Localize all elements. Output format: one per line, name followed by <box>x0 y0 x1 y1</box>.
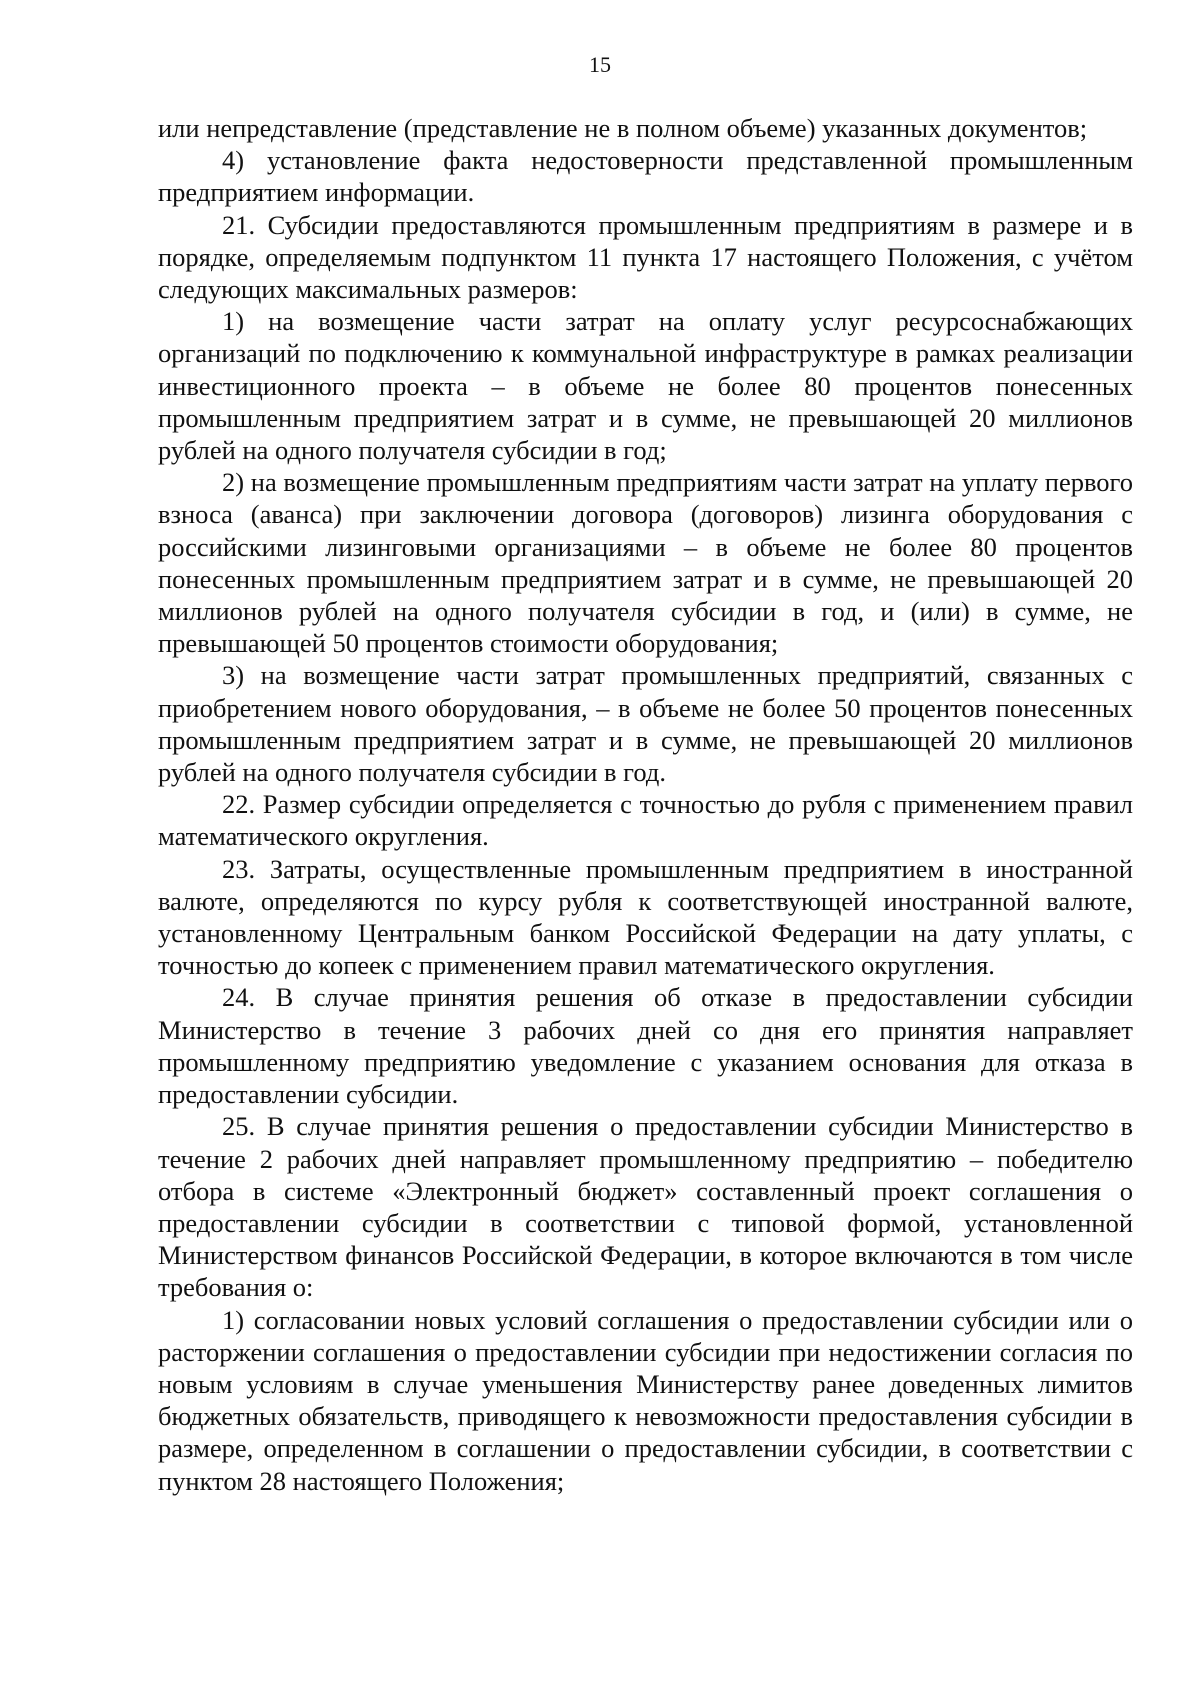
paragraph-clause-22: 22. Размер субсидии определяется с точностью до рубля с применением правил математического округления. <box>158 789 1133 852</box>
paragraph-clause-21: 21. Субсидии предоставляются промышленным предприятиям в размере и в порядке, определяемым подпунктом 11 пункта 17 настоящего Положения, с учётом следующих максимальных размеров: <box>158 209 1133 305</box>
paragraph-clause-21-item-3: 3) на возмещение части затрат промышленных предприятий, связанных с приобретением нового оборудования, – в объеме не более 50 процентов понесенных промышленным предприятием затрат и в сумме, не превышающей 20 миллионов рублей на одного получателя субсидии в год. <box>158 660 1133 788</box>
paragraph-clause-24: 24. В случае принятия решения об отказе в предоставлении субсидии Министерство в течение 3 рабочих дней со дня его принятия направляет промышленному предприятию уведомление с указанием основания для отказа в предоставлении субсидии. <box>158 982 1133 1110</box>
paragraph-documents-continuation: или непредставление (представление не в полном объеме) указанных документов; <box>158 113 1088 143</box>
paragraph-clause-21-item-1: 1) на возмещение части затрат на оплату услуг ресурсоснабжающих организаций по подключению к коммунальной инфраструктуре в рамках реализации инвестиционного проекта – в объеме не более 80 процентов понесенных промышленным предприятием затрат и в сумме, не превышающей 20 миллионов рублей на одного получателя субсидии в год; <box>158 306 1133 466</box>
paragraph-clause-25: 25. В случае принятия решения о предоставлении субсидии Министерство в течение 2 рабочих дней направляет промышленному предприятию – победителю отбора в системе «Электронный бюджет» составленный проект соглашения о предоставлении субсидии в соответствии с типовой формой, установленной Министерством финансов Российской Федерации, в которое включаются в том числе требования о: <box>158 1111 1133 1303</box>
paragraph-item-4-unreliable-info: 4) установление факта недостоверности представленной промышленным предприятием информации. <box>158 145 1133 208</box>
paragraph-clause-25-item-1: 1) согласовании новых условий соглашения о предоставлении субсидии или о расторжении соглашения о предоставлении субсидии при недостижении согласия по новым условиям в случае уменьшения Министерству ранее доведенных лимитов бюджетных обязательств, приводящего к невозможности предоставления субсидии в размере, определенном в соглашении о предоставлении субсидии, в соответствии с пунктом 28 настоящего Положения; <box>158 1304 1133 1496</box>
document-body <box>158 112 1133 1497</box>
paragraph-clause-21-item-2: 2) на возмещение промышленным предприятиям части затрат на уплату первого взноса (аванса) при заключении договора (договоров) лизинга оборудования с российскими лизинговыми организациями – в объеме не более 80 процентов понесенных промышленным предприятием затрат и в сумме, не превышающей 20 миллионов рублей на одного получателя субсидии в год, и (или) в сумме, не превышающей 50 процентов стоимости оборудования; <box>158 467 1133 659</box>
paragraph-clause-23: 23. Затраты, осуществленные промышленным предприятием в иностранной валюте, определяются по курсу рубля к соответствующей иностранной валюте, установленному Центральным банком Российской Федерации на дату уплаты, с точностью до копеек с применением правил математического округления. <box>158 853 1133 981</box>
page-number: 15 <box>589 52 611 77</box>
